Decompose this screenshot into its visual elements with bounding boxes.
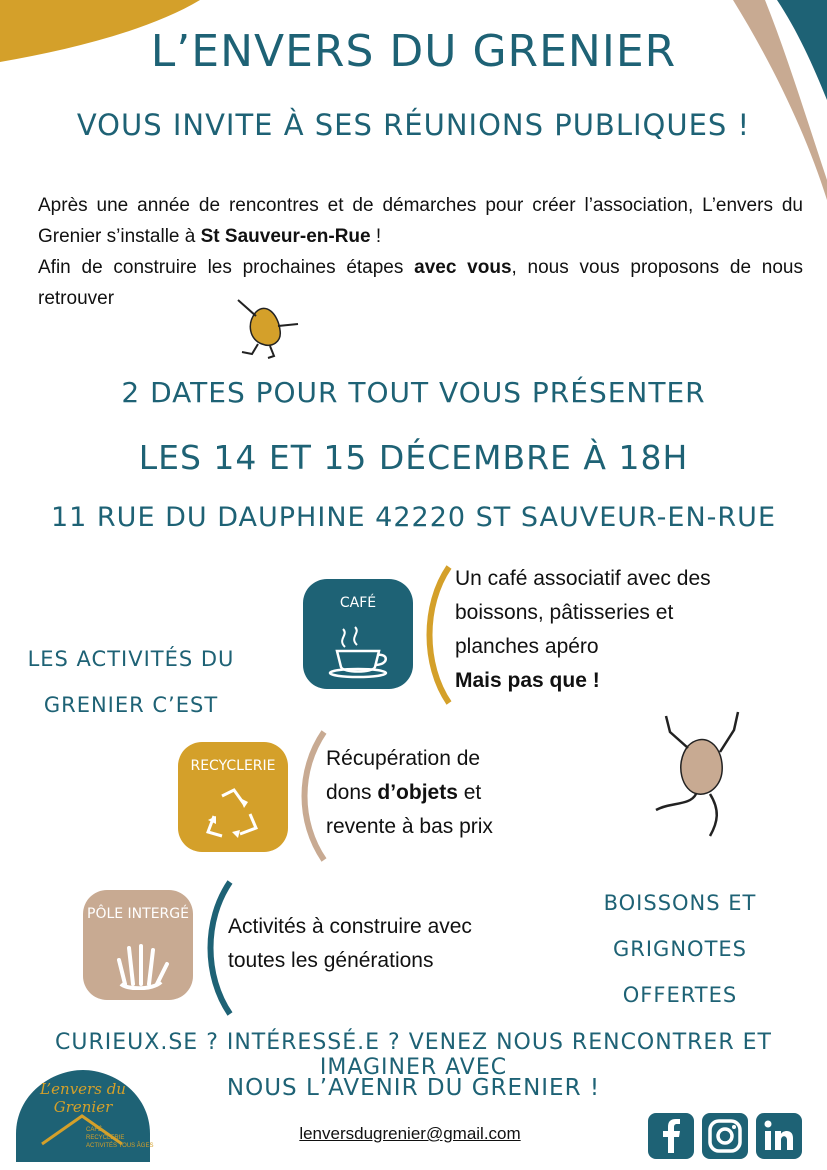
- cafe-desc-line1: Un café associatif avec des: [455, 567, 711, 590]
- intro-text: Après une année de rencontres et de démarches pour créer l’association, L’envers du Grenier s’installe à: [38, 195, 803, 247]
- page-subtitle: VOUS INVITE À SES RÉUNIONS PUBLIQUES !: [76, 108, 751, 142]
- pole-desc-line2: toutes les générations: [228, 949, 434, 972]
- recyclerie-bracket-decoration: [290, 730, 330, 862]
- offer-line2: GRIGNOTES OFFERTES: [613, 937, 747, 1007]
- pole-interge-tile: [83, 890, 193, 1000]
- cafe-description: [455, 562, 815, 698]
- activities-heading-line1: LES ACTIVITÉS DU: [27, 647, 235, 671]
- logo-small-2: RECYCLERIE: [86, 1135, 125, 1141]
- page-title: L’ENVERS DU GRENIER: [150, 26, 677, 77]
- logo-small-text: [86, 1126, 153, 1150]
- intro-paragraph: [38, 190, 803, 314]
- dates-heading: 2 DATES POUR TOUT VOUS PRÉSENTER: [121, 376, 706, 409]
- dancing-character-illustration: [640, 706, 760, 846]
- cta-line1: CURIEUX.SE ? INTÉRESSÉ.E ? VENEZ NOUS RENCONTRER ET IMAGINER AVEC: [55, 1030, 772, 1080]
- logo-small-3: ACTIVITÉS TOUS ÂGES: [86, 1143, 154, 1149]
- intro-town: St Sauveur-en-Rue: [200, 226, 371, 247]
- linkedin-icon[interactable]: [756, 1113, 802, 1159]
- recyclerie-tile: [178, 742, 288, 852]
- recyclerie-description: [326, 742, 556, 844]
- coffee-cup-icon: [303, 623, 413, 679]
- contact-email-link[interactable]: lenversdugrenier@gmail.com: [299, 1124, 521, 1143]
- activities-heading: [20, 636, 242, 728]
- cafe-desc-line3: planches apéro: [455, 635, 599, 658]
- cta-line2: NOUS L’AVENIR DU GRENIER !: [226, 1075, 601, 1101]
- cafe-tile: [303, 579, 413, 689]
- event-dates: LES 14 ET 15 DÉCEMBRE À 18H: [138, 438, 689, 477]
- cafe-desc-bold: Mais pas que !: [455, 669, 600, 692]
- hand-icon: [83, 934, 193, 990]
- logo-small-1: CAFÉ: [86, 1127, 103, 1133]
- pole-label: PÔLE INTERGÉ: [87, 906, 189, 922]
- cafe-label: CAFÉ: [339, 595, 377, 611]
- recycle-icon: [178, 786, 288, 842]
- offer-line1: BOISSONS ET: [603, 891, 757, 915]
- recyclerie-desc-line3: revente à bas prix: [326, 815, 493, 838]
- recyclerie-desc-line2a: dons: [326, 781, 378, 804]
- recyclerie-desc-line1: Récupération de: [326, 747, 481, 770]
- facebook-icon[interactable]: [648, 1113, 694, 1159]
- intro-with-you: avec vous: [414, 257, 512, 278]
- intro-text-3: , nous vous proposons de nous retrouver: [38, 257, 803, 309]
- free-drinks-notice: [552, 880, 808, 1018]
- recyclerie-desc-line2: [326, 776, 556, 810]
- cafe-desc-line2: boissons, pâtisseries et: [455, 601, 674, 624]
- pole-description: [228, 910, 548, 978]
- logo-text: L’envers du Grenier: [40, 1080, 126, 1116]
- cafe-bracket-decoration: [415, 565, 455, 705]
- recyclerie-desc-bold: d’objets: [377, 781, 458, 804]
- intro-text-end: !: [370, 226, 382, 247]
- event-address: 11 RUE DU DAUPHINE 42220 ST SAUVEUR-EN-RUE: [50, 502, 776, 533]
- pointing-character-illustration: [228, 292, 308, 362]
- recyclerie-label: RECYCLERIE: [190, 758, 276, 774]
- recyclerie-desc-line2b: et: [457, 781, 482, 804]
- activities-heading-line2: GRENIER C’EST: [43, 693, 219, 717]
- intro-text-2: Afin de construire les prochaines étapes: [38, 257, 415, 278]
- association-logo: [12, 1064, 154, 1164]
- instagram-icon[interactable]: [702, 1113, 748, 1159]
- pole-desc-line1: Activités à construire avec: [228, 915, 472, 938]
